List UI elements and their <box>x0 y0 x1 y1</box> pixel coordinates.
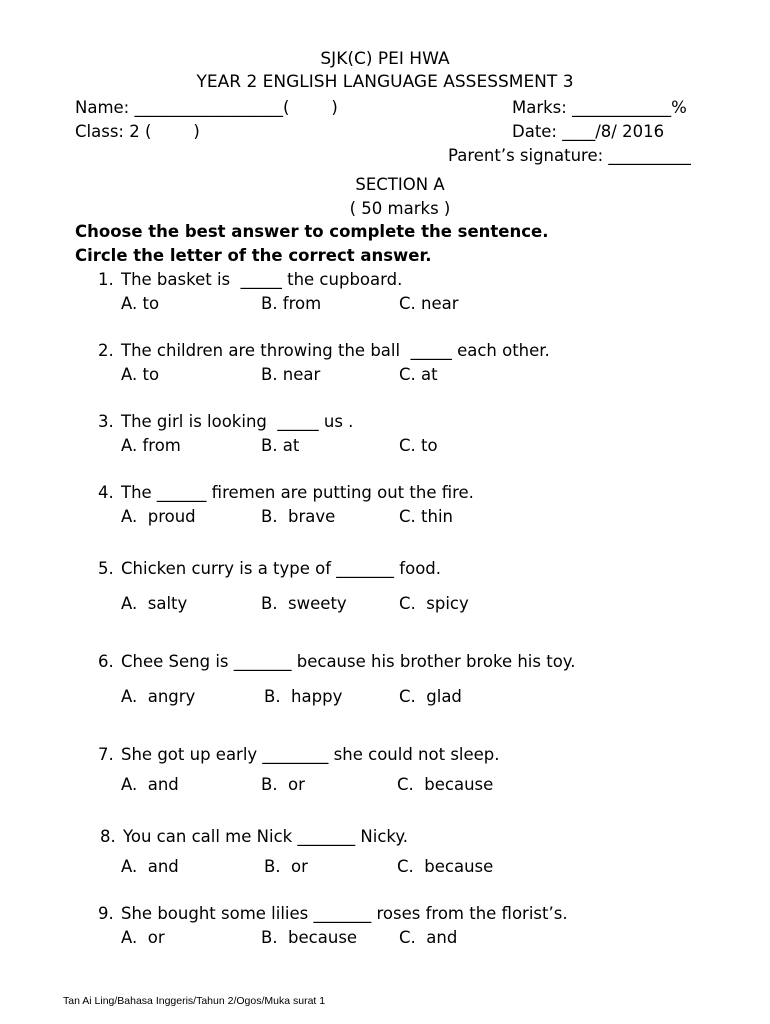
option-b: B. near <box>261 365 321 384</box>
option-c: C. at <box>399 365 438 384</box>
option-a: A. from <box>121 436 181 455</box>
question-number: 6. <box>98 652 114 671</box>
question-text: The children are throwing the ball _____ each other. <box>121 341 550 360</box>
option-b: B. brave <box>261 507 336 526</box>
option-c: C. because <box>397 775 494 794</box>
instruction-choose: Choose the best answer to complete the sentence. <box>75 222 549 241</box>
option-b: B. sweety <box>261 594 347 613</box>
question-text: Chicken curry is a type of _______ food. <box>121 559 442 578</box>
option-b: B. or <box>264 857 308 876</box>
class-field-label: Class: 2 ( ) <box>75 122 200 141</box>
question-number: 3. <box>98 412 114 431</box>
marks-field-label: Marks: ____________% <box>512 98 687 117</box>
option-c: C. glad <box>399 687 462 706</box>
option-c: C. thin <box>399 507 453 526</box>
page-footer: Tan Ai Ling/Bahasa Inggeris/Tahun 2/Ogos/Muka surat 1 <box>63 995 326 1007</box>
school-name: SJK(C) PEI HWA <box>320 49 450 69</box>
option-a: A. and <box>121 857 179 876</box>
question-text: She got up early ________ she could not sleep. <box>121 745 500 764</box>
question-number: 5. <box>98 559 114 578</box>
question-text: The ______ firemen are putting out the fire. <box>121 483 474 502</box>
question-text: She bought some lilies _______ roses from the florist’s. <box>121 904 568 923</box>
question-number: 1. <box>98 270 114 289</box>
assessment-title: YEAR 2 ENGLISH LANGUAGE ASSESSMENT 3 <box>196 72 574 92</box>
parent-signature-label: Parent’s signature: __________ <box>448 146 691 165</box>
option-c: C. near <box>399 294 459 313</box>
option-c: C. spicy <box>399 594 469 613</box>
question-number: 8. <box>100 827 116 846</box>
option-b: B. or <box>261 775 305 794</box>
question-number: 9. <box>98 904 114 923</box>
option-a: A. angry <box>121 687 196 706</box>
question-number: 4. <box>98 483 114 502</box>
question-number: 2. <box>98 341 114 360</box>
option-b: B. at <box>261 436 300 455</box>
option-a: A. or <box>121 928 165 947</box>
option-b: B. happy <box>264 687 343 706</box>
option-c: C. to <box>399 436 438 455</box>
option-a: A. to <box>121 365 160 384</box>
question-number: 7. <box>98 745 114 764</box>
question-text: Chee Seng is _______ because his brother broke his toy. <box>121 652 576 671</box>
option-c: C. because <box>397 857 494 876</box>
question-text: The basket is _____ the cupboard. <box>121 270 403 289</box>
option-b: B. because <box>261 928 358 947</box>
option-c: C. and <box>399 928 458 947</box>
name-field-label: Name: __________________( ) <box>75 98 338 117</box>
question-text: The girl is looking _____ us . <box>121 412 354 431</box>
instruction-circle: Circle the letter of the correct answer. <box>75 246 432 265</box>
option-a: A. and <box>121 775 179 794</box>
date-field-label: Date: ____/8/ 2016 <box>512 122 665 141</box>
option-a: A. to <box>121 294 160 313</box>
option-a: A. salty <box>121 594 188 613</box>
option-b: B. from <box>261 294 322 313</box>
question-text: You can call me Nick _______ Nicky. <box>123 827 409 846</box>
section-title: SECTION A <box>355 175 445 194</box>
section-marks: ( 50 marks ) <box>349 199 451 218</box>
option-a: A. proud <box>121 507 196 526</box>
